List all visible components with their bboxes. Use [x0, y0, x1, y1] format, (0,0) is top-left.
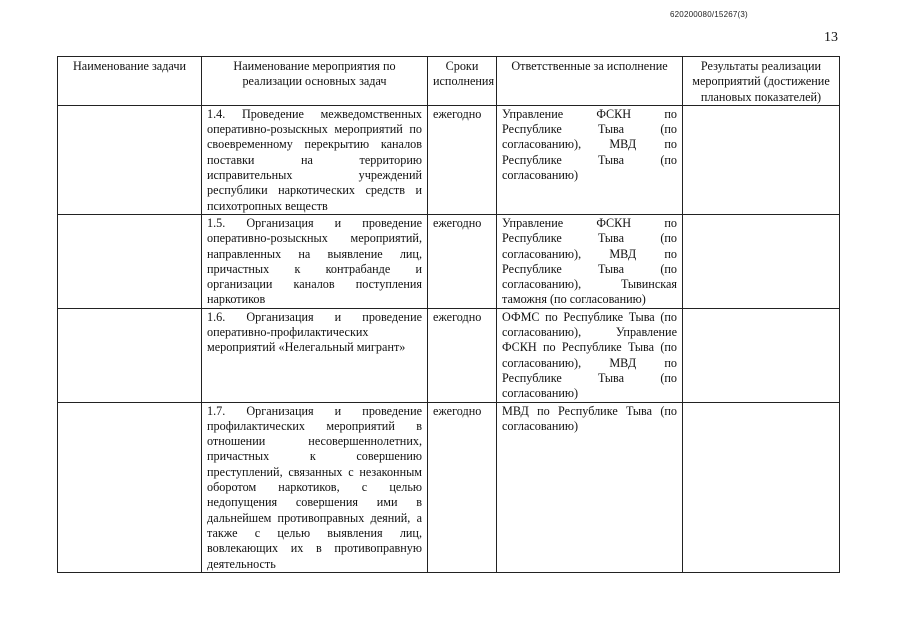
term-cell: ежегодно: [428, 105, 497, 214]
responsible-cell: ОФМС по Республике Тыва (по согласованию), Управление ФСКН по Республике Тыва (по согласованию), МВД по Республике Тыва (по согласованию): [497, 308, 683, 402]
column-header-responsible: Ответственные за исполнение: [497, 57, 683, 106]
term-cell: ежегодно: [428, 402, 497, 572]
result-cell: [683, 214, 840, 308]
result-cell: [683, 402, 840, 572]
result-cell: [683, 105, 840, 214]
measures-table: [57, 56, 840, 573]
page-number: 13: [824, 30, 838, 45]
measure-cell: 1.6. Организация и проведение оперативно-профилактических мероприятий «Нелегальный мигрант»: [202, 308, 428, 402]
table-row: [58, 105, 840, 214]
term-cell: ежегодно: [428, 308, 497, 402]
column-header-measure: Наименование мероприятия по реализации основных задач: [202, 57, 428, 106]
document-code: 620200080/15267(3): [670, 10, 748, 19]
table-row: [58, 214, 840, 308]
responsible-cell: Управление ФСКН по Республике Тыва (по согласованию), МВД по Республике Тыва (по согласованию), Тывинская таможня (по согласованию): [497, 214, 683, 308]
measure-cell: 1.7. Организация и проведение профилактических мероприятий в отношении несовершеннолетних, причастных к совершению преступлений, связанных с незаконным оборотом наркотиков, с целью недопущения совершения ими в дальнейшем противоправных деяний, а также с целью выявления лиц, вовлекающих их в противоправную деятельность: [202, 402, 428, 572]
measure-cell: 1.4. Проведение межведомственных оперативно-розыскных мероприятий по своевременному перекрытию каналов поставки на территорию исправительных учреждений республики наркотических средств и психотропных веществ: [202, 105, 428, 214]
task-cell: [58, 402, 202, 572]
measure-cell: 1.5. Организация и проведение оперативно-розыскных мероприятий, направленных на выявление лиц, причастных к контрабанде и организации каналов поступления наркотиков: [202, 214, 428, 308]
task-cell: [58, 105, 202, 214]
column-header-task: Наименование задачи: [58, 57, 202, 106]
table-header-row: [58, 57, 840, 106]
responsible-cell: МВД по Республике Тыва (по согласованию): [497, 402, 683, 572]
table-row: [58, 308, 840, 402]
task-cell: [58, 308, 202, 402]
result-cell: [683, 308, 840, 402]
responsible-cell: Управление ФСКН по Республике Тыва (по согласованию), МВД по Республике Тыва (по согласованию): [497, 105, 683, 214]
term-cell: ежегодно: [428, 214, 497, 308]
table-row: [58, 402, 840, 572]
task-cell: [58, 214, 202, 308]
column-header-result: Результаты реализации мероприятий (достижение плановых показателей): [683, 57, 840, 106]
column-header-term: Сроки исполнения: [428, 57, 497, 106]
